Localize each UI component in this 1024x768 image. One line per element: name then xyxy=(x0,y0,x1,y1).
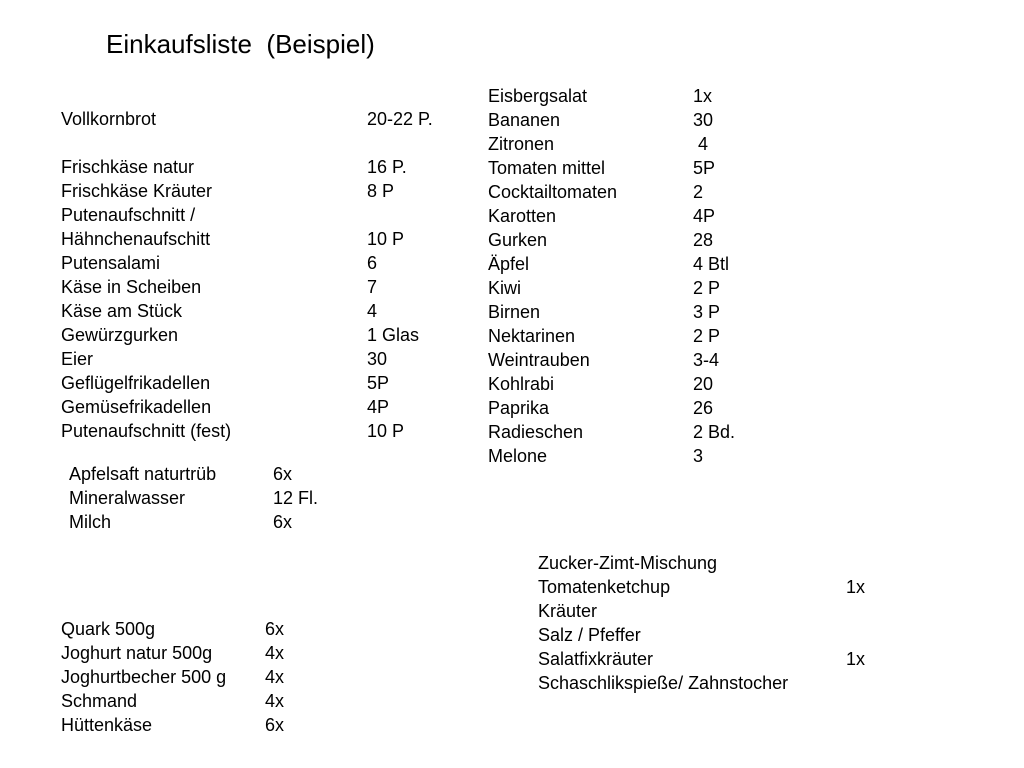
list-item xyxy=(61,665,361,689)
item-quantity: 1x xyxy=(693,86,713,106)
item-name: Hähnchenaufschitt xyxy=(61,229,211,249)
item-name: Salz / Pfeffer xyxy=(538,625,641,645)
item-quantity: 1 Glas xyxy=(367,325,420,345)
list-item xyxy=(61,251,461,275)
list-item xyxy=(488,420,788,444)
item-quantity: 4x xyxy=(265,667,285,687)
item-quantity: 1x xyxy=(846,577,866,597)
list-item xyxy=(538,599,898,623)
list-item xyxy=(61,275,461,299)
list-item xyxy=(61,131,461,155)
item-name: Birnen xyxy=(488,302,541,322)
item-quantity: 30 xyxy=(693,110,714,130)
list-item xyxy=(488,108,788,132)
item-quantity: 10 P xyxy=(367,421,405,441)
item-quantity: 26 xyxy=(693,398,714,418)
item-name: Mineralwasser xyxy=(69,488,186,508)
item-name: Putensalami xyxy=(61,253,161,273)
list-item xyxy=(538,575,898,599)
item-name: Schaschlikspieße/ Zahnstocher xyxy=(538,673,789,693)
list-item xyxy=(488,372,788,396)
item-quantity: 6x xyxy=(265,715,285,735)
item-name: Gemüsefrikadellen xyxy=(61,397,212,417)
item-quantity: 28 xyxy=(693,230,714,250)
misc-list xyxy=(538,551,898,695)
list-item xyxy=(538,671,898,695)
list-item xyxy=(61,203,461,227)
item-quantity: 4P xyxy=(367,397,390,417)
item-name: Karotten xyxy=(488,206,557,226)
item-name: Paprika xyxy=(488,398,550,418)
dairy-list xyxy=(61,617,361,737)
item-quantity: 6 xyxy=(367,253,378,273)
list-item xyxy=(61,641,361,665)
list-item xyxy=(61,107,461,131)
item-quantity: 20 xyxy=(693,374,714,394)
item-name: Zucker-Zimt-Mischung xyxy=(538,553,718,573)
item-quantity: 10 P xyxy=(367,229,405,249)
list-item xyxy=(488,300,788,324)
list-item xyxy=(61,371,461,395)
item-quantity: 8 P xyxy=(367,181,395,201)
item-name: Geflügelfrikadellen xyxy=(61,373,211,393)
list-item xyxy=(69,486,369,510)
list-item xyxy=(538,551,898,575)
item-name: Joghurtbecher 500 g xyxy=(61,667,227,687)
list-item xyxy=(488,228,788,252)
item-name: Salatfixkräuter xyxy=(538,649,654,669)
bread-and-spreads-list xyxy=(61,107,461,443)
item-quantity: 4 Btl xyxy=(693,254,730,274)
list-item xyxy=(61,395,461,419)
item-quantity: 2 P xyxy=(693,278,721,298)
item-quantity: 16 P. xyxy=(367,157,407,177)
item-quantity: 6x xyxy=(265,619,285,639)
item-quantity: 2 xyxy=(693,182,704,202)
item-quantity: 7 xyxy=(367,277,378,297)
item-quantity: 4x xyxy=(265,643,285,663)
list-item xyxy=(488,204,788,228)
item-quantity: 30 xyxy=(367,349,388,369)
item-name: Kohlrabi xyxy=(488,374,555,394)
item-name: Milch xyxy=(69,512,112,532)
item-name: Gurken xyxy=(488,230,548,250)
list-item xyxy=(488,276,788,300)
item-name: Putenaufschnitt / xyxy=(61,205,196,225)
item-quantity: 3 P xyxy=(693,302,721,322)
item-name: Eier xyxy=(61,349,94,369)
item-quantity: 3 xyxy=(693,446,704,466)
list-item xyxy=(538,647,898,671)
list-item xyxy=(538,623,898,647)
item-name: Zitronen xyxy=(488,134,555,154)
item-name: Putenaufschnitt (fest) xyxy=(61,421,232,441)
item-quantity: 1x xyxy=(846,649,866,669)
list-item xyxy=(488,252,788,276)
item-name: Eisbergsalat xyxy=(488,86,588,106)
item-quantity: 4 xyxy=(367,301,378,321)
item-name: Äpfel xyxy=(488,254,530,274)
list-item xyxy=(488,84,788,108)
produce-list xyxy=(488,84,788,468)
item-quantity: 4P xyxy=(693,206,716,226)
item-quantity: 3-4 xyxy=(693,350,720,370)
item-quantity: 20-22 P. xyxy=(367,109,433,129)
item-name: Quark 500g xyxy=(61,619,156,639)
list-item xyxy=(488,180,788,204)
item-name: Weintrauben xyxy=(488,350,590,370)
item-name: Käse am Stück xyxy=(61,301,183,321)
item-quantity: 2 Bd. xyxy=(693,422,736,442)
item-name: Nektarinen xyxy=(488,326,576,346)
item-quantity: 5P xyxy=(367,373,390,393)
item-name: Bananen xyxy=(488,110,561,130)
item-name: Vollkornbrot xyxy=(61,109,157,129)
item-name: Apfelsaft naturtrüb xyxy=(69,464,217,484)
list-item xyxy=(69,510,369,534)
item-name: Käse in Scheiben xyxy=(61,277,202,297)
item-quantity: 4 xyxy=(693,134,709,154)
list-item xyxy=(61,617,361,641)
list-item xyxy=(61,713,361,737)
list-item xyxy=(61,323,461,347)
list-item xyxy=(488,348,788,372)
item-name: Cocktailtomaten xyxy=(488,182,618,202)
item-name: Tomatenketchup xyxy=(538,577,671,597)
list-item xyxy=(488,444,788,468)
item-name: Gewürzgurken xyxy=(61,325,179,345)
list-item xyxy=(488,132,788,156)
list-item xyxy=(488,156,788,180)
item-name: Frischkäse Kräuter xyxy=(61,181,213,201)
list-item xyxy=(61,227,461,251)
item-name: Radieschen xyxy=(488,422,584,442)
list-item xyxy=(61,179,461,203)
item-quantity: 5P xyxy=(693,158,716,178)
item-name: Tomaten mittel xyxy=(488,158,606,178)
list-item xyxy=(488,324,788,348)
item-quantity: 6x xyxy=(273,512,293,532)
list-item xyxy=(61,347,461,371)
item-name: Schmand xyxy=(61,691,138,711)
list-item xyxy=(61,689,361,713)
item-name: Hüttenkäse xyxy=(61,715,153,735)
item-quantity: 6x xyxy=(273,464,293,484)
item-quantity: 12 Fl. xyxy=(273,488,319,508)
list-item xyxy=(61,155,461,179)
item-name: Kräuter xyxy=(538,601,598,621)
drinks-list xyxy=(69,462,369,534)
list-item xyxy=(61,299,461,323)
item-name: Joghurt natur 500g xyxy=(61,643,213,663)
item-name: Frischkäse natur xyxy=(61,157,195,177)
list-item xyxy=(69,462,369,486)
list-item xyxy=(61,419,461,443)
item-quantity: 4x xyxy=(265,691,285,711)
page-title: Einkaufsliste (Beispiel) xyxy=(106,29,375,59)
list-item xyxy=(488,396,788,420)
item-name: Melone xyxy=(488,446,548,466)
item-quantity: 2 P xyxy=(693,326,721,346)
item-name: Kiwi xyxy=(488,278,522,298)
